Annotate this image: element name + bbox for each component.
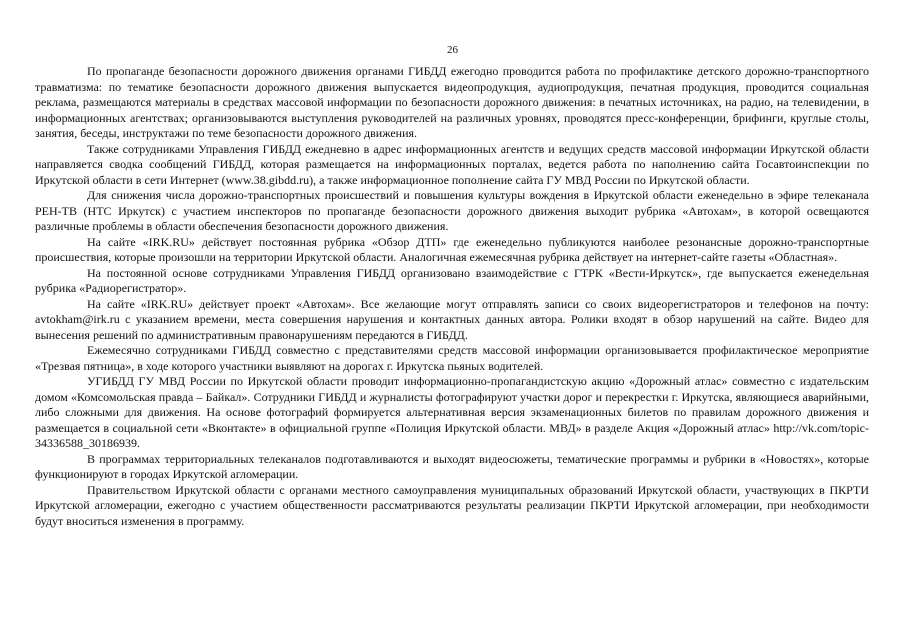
paragraph-vesti-irkutsk: На постоянной основе сотрудниками Управления ГИБДД организовано взаимодействие с ГТРК «Вести-Иркутск», где выпускается еженедельная рубрика «Радиорегистратор». bbox=[35, 265, 869, 295]
paragraph-irk-ru-review: На сайте «IRK.RU» действует постоянная рубрика «Обзор ДТП» где еженедельно публикуются наиболее резонансные дорожно-транспортные происшествия, которые произошли на территории Иркутской области. Аналогичная ежемесячная рубрика действует на интернет-сайте газеты «Областная». bbox=[35, 234, 869, 264]
paragraph-government-review: Правительством Иркутской области с органами местного самоуправления муниципальных образований Иркутской области, участвующих в ПКРТИ Иркутской агломерации, ежегодно с участием общественности рассматриваются результаты реализации ПКРТИ Иркутской агломерации, при необходимости будут вноситься изменения в программу. bbox=[35, 482, 869, 528]
paragraph-road-atlas: УГИБДД ГУ МВД России по Иркутской области проводит информационно-пропагандистскую акцию «Дорожный атлас» совместно с издательским домом «Комсомольская правда – Байкал». Сотрудники ГИБДД и журналисты фотографируют участки дорог и перекрестки г. Иркутска, являющиеся аварийными, либо сложными для движения. На основе фотографий формируется альтернативная версия экзаменационных билетов по правилам дорожного движения и размещается в социальной сети «Вконтакте» в официальной группе «Полиция Иркутской области. МВД» в разделе Акция «Дорожный атлас» http://vk.com/topic-34336588_30186939. bbox=[35, 374, 869, 450]
paragraph-daily-reports: Также сотрудниками Управления ГИБДД ежедневно в адрес информационных агентств и ведущих средств массовой информации Иркутской области направляется сводка сообщений ГИБДД, которая размещается на информационных порталах, ведется работа по наполнению сайта Госавтоинспекции по Иркутской области в сети Интернет (www.38.gibdd.ru), а также информационное пополнение сайта ГУ МВД России по Иркутской области. bbox=[35, 141, 869, 187]
paragraph-avtokham-project: На сайте «IRK.RU» действует проект «Автохам». Все желающие могут отправлять записи со своих видеорегистраторов и телефонов на почту: avtokham@irk.ru с указанием времени, места совершения нарушения и контактных данных автора. Ролики входят в обзор нарушений на сайте. Видео для вынесения решений по административным правонарушениям передаются в ГИБДД. bbox=[35, 296, 869, 342]
paragraph-weekly-broadcast: Для снижения числа дорожно-транспортных происшествий и повышения культуры вождения в Иркутской области еженедельно в эфире телеканала bbox=[87, 188, 869, 202]
paragraph-tv-programs: В программах территориальных телеканалов подготавливаются и выходят видеосюжеты, тематические программы и рубрики в «Новостях», которые функционируют в городах Иркутской агломерации. bbox=[35, 451, 869, 481]
page-number: 26 bbox=[447, 44, 458, 56]
paragraph-ren-tv-avtokham: РЕН-ТВ (НТС Иркутск) с участием инспекторов по пропаганде безопасности дорожного движения выходит рубрика «Автохам», в которой освещаются различные проблемы в области обеспечения безопасности дорожного движения. bbox=[35, 203, 869, 233]
paragraph-road-safety-propaganda: По пропаганде безопасности дорожного движения органами ГИБДД ежегодно проводится работа по профилактике детского дорожно-транспортного травматизма: по тематике безопасности дорожного движения выпускается видеопродукция, аудиопродукция, печатная продукция, проводится социальная реклама, размещаются материалы в средствах массовой информации по безопасности дорожного движения: в печатных источниках, на радио, на телевидении, в информационных агентствах; организовываются выступления руководителей на различных уровнях, проводятся пресс-конференции, брифинги, круглые столы, занятия, беседы, инструктажи по теме безопасности дорожного движения. bbox=[35, 64, 869, 140]
paragraph-sober-friday: Ежемесячно сотрудниками ГИБДД совместно с представителями средств массовой информации организовывается профилактическое мероприятие «Трезвая пятница», в ходе которого участники выявляют на дорогах г. Иркутска пьяных водителей. bbox=[35, 343, 869, 373]
document-body bbox=[35, 64, 869, 529]
